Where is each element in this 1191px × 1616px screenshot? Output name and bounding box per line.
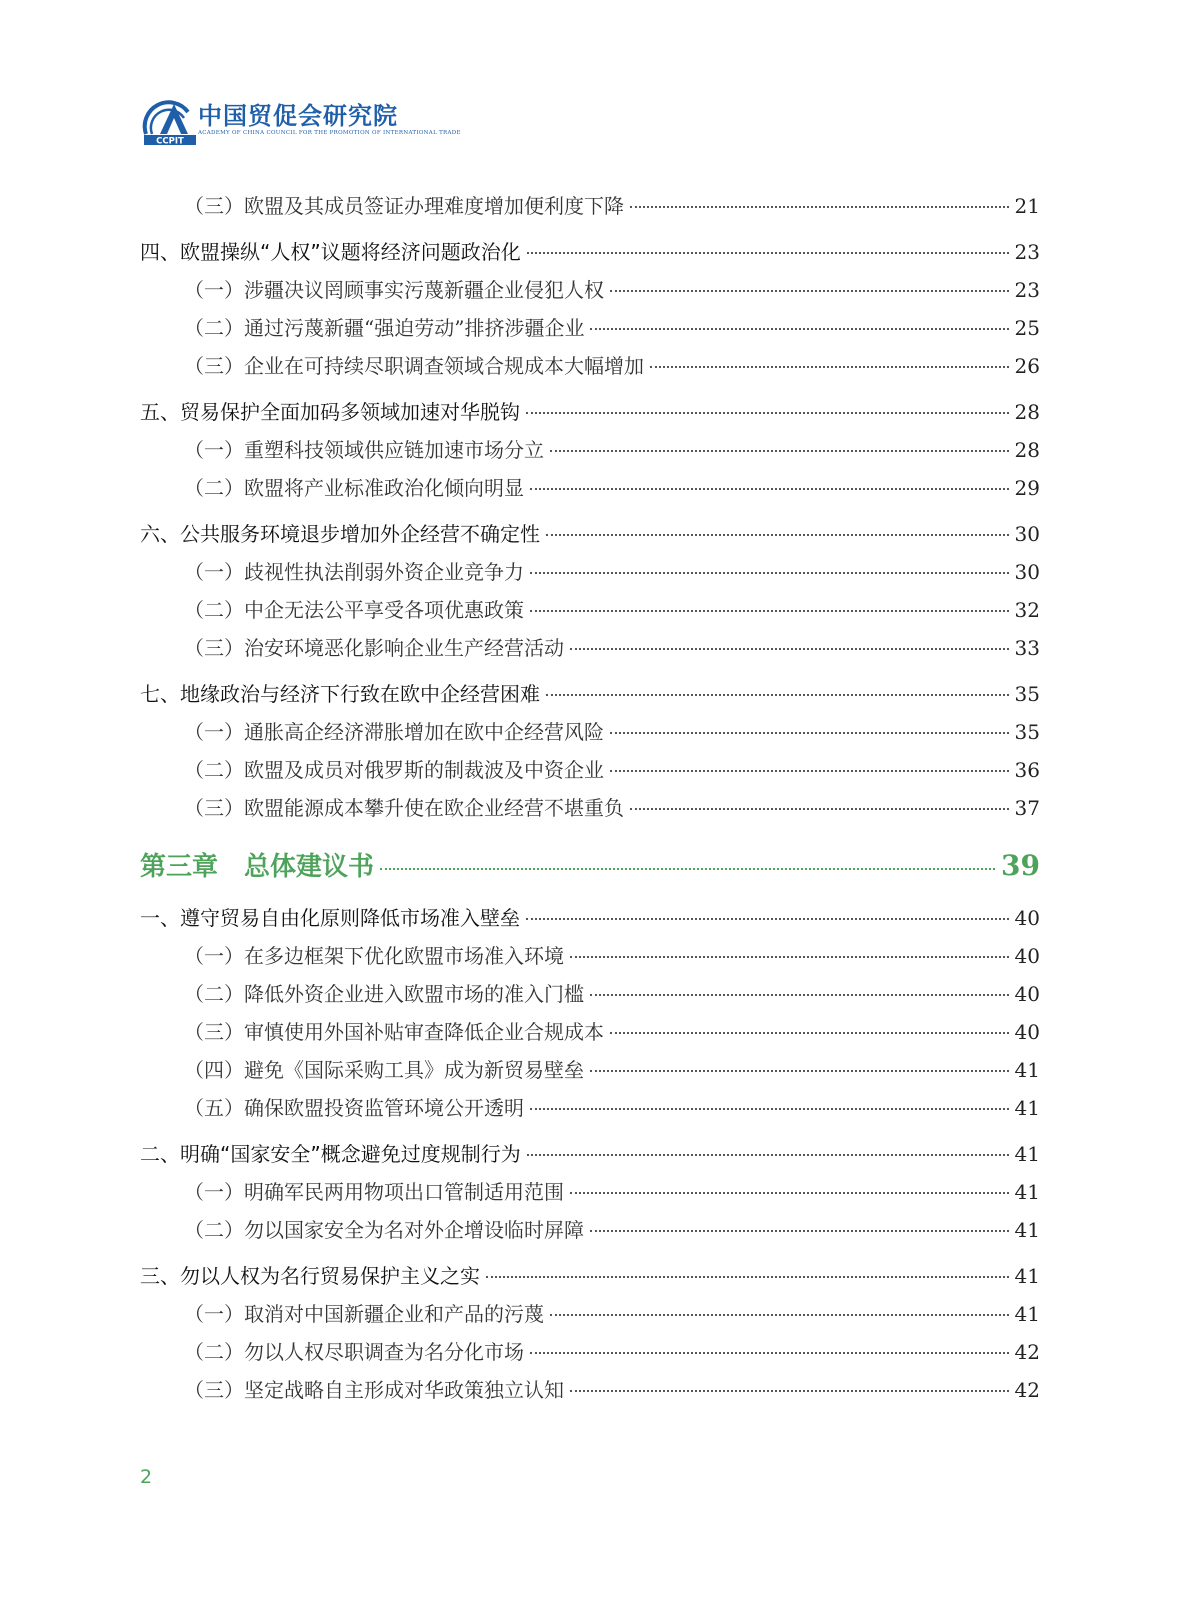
- toc-leader-dots: [486, 1276, 1009, 1278]
- toc-section-entry[interactable]: [140, 396, 1040, 426]
- toc-chapter-entry[interactable]: [140, 846, 1040, 884]
- toc-leader-dots: [530, 610, 1009, 612]
- toc-entry-page: 40: [1014, 906, 1040, 930]
- toc-leader-dots: [527, 252, 1009, 254]
- toc-entry-label: 五、贸易保护全面加码多领域加速对华脱钩: [140, 400, 520, 424]
- toc-entry-label: （二）欧盟将产业标准政治化倾向明显: [184, 476, 524, 500]
- toc-entry-label: （一）在多边框架下优化欧盟市场准入环境: [184, 944, 564, 968]
- toc-subsection-entry[interactable]: [140, 434, 1040, 464]
- toc-entry-label: （三）欧盟及其成员签证办理难度增加便利度下降: [184, 194, 624, 218]
- toc-leader-dots: [570, 1390, 1009, 1392]
- toc-leader-dots: [590, 328, 1008, 330]
- toc-leader-dots: [590, 1070, 1009, 1072]
- toc-leader-dots: [550, 450, 1009, 452]
- toc-subsection-entry[interactable]: [140, 556, 1040, 586]
- logo-title: 中国贸促会研究院: [198, 102, 398, 130]
- toc-subsection-entry[interactable]: [140, 1092, 1040, 1122]
- toc-entry-label: （五）确保欧盟投资监管环境公开透明: [184, 1096, 524, 1120]
- toc-entry-page: 28: [1014, 438, 1040, 462]
- toc-entry-label: （二）勿以国家安全为名对外企增设临时屏障: [184, 1218, 584, 1242]
- toc-entry-page: 35: [1014, 682, 1040, 706]
- toc-entry-label: （三）坚定战略自主形成对华政策独立认知: [184, 1378, 564, 1402]
- toc-entry-page: 23: [1014, 240, 1040, 264]
- toc-entry-page: 40: [1014, 944, 1040, 968]
- toc-subsection-entry[interactable]: [140, 792, 1040, 822]
- toc-entry-label: （一）取消对中国新疆企业和产品的污蔑: [184, 1302, 544, 1326]
- ccpit-logo-icon: [140, 94, 198, 150]
- toc-entry-label: 七、地缘政治与经济下行致在欧中企经营困难: [140, 682, 540, 706]
- toc-entry-page: 32: [1014, 598, 1040, 622]
- toc-subsection-entry[interactable]: [140, 978, 1040, 1008]
- logo-subtitle: ACADEMY OF CHINA COUNCIL FOR THE PROMOTION OF INTERNATIONAL TRADE: [198, 130, 461, 136]
- toc-entry-page: 40: [1014, 1020, 1040, 1044]
- toc-entry-page: 33: [1014, 636, 1040, 660]
- toc-leader-dots: [546, 694, 1009, 696]
- toc-leader-dots: [650, 366, 1009, 368]
- toc-entry-page: 41: [1014, 1218, 1040, 1242]
- toc-leader-dots: [590, 994, 1009, 996]
- toc-entry-page: 41: [1014, 1058, 1040, 1082]
- toc-entry-page: 41: [1014, 1264, 1040, 1288]
- toc-subsection-entry[interactable]: [140, 594, 1040, 624]
- toc-subsection-entry[interactable]: [140, 1016, 1040, 1046]
- toc-entry-label: （二）勿以人权尽职调查为名分化市场: [184, 1340, 524, 1364]
- toc-entry-label: （一）重塑科技领域供应链加速市场分立: [184, 438, 544, 462]
- toc-entry-label: （一）涉疆决议罔顾事实污蔑新疆企业侵犯人权: [184, 278, 604, 302]
- toc-entry-label: （三）审慎使用外国补贴审查降低企业合规成本: [184, 1020, 604, 1044]
- toc-leader-dots: [590, 1230, 1009, 1232]
- toc-leader-dots: [530, 572, 1009, 574]
- toc-subsection-entry[interactable]: [140, 754, 1040, 784]
- toc-entry-page: 30: [1014, 522, 1040, 546]
- toc-entry-page: 41: [1014, 1142, 1040, 1166]
- toc-entry-label: （二）降低外资企业进入欧盟市场的准入门槛: [184, 982, 584, 1006]
- toc-subsection-entry[interactable]: [140, 1176, 1040, 1206]
- toc-subsection-entry[interactable]: [140, 632, 1040, 662]
- toc-entry-label: （一）明确军民两用物项出口管制适用范围: [184, 1180, 564, 1204]
- page-number: 2: [140, 1466, 153, 1488]
- toc-section-entry[interactable]: [140, 1260, 1040, 1290]
- toc-subsection-entry[interactable]: [140, 1374, 1040, 1404]
- toc-leader-dots: [526, 918, 1009, 920]
- toc-leader-dots: [610, 770, 1009, 772]
- toc-entry-label: （三）企业在可持续尽职调查领域合规成本大幅增加: [184, 354, 644, 378]
- toc-entry-label: （三）欧盟能源成本攀升使在欧企业经营不堪重负: [184, 796, 624, 820]
- toc-entry-page: 40: [1014, 982, 1040, 1006]
- toc-subsection-entry[interactable]: [140, 190, 1040, 220]
- toc-leader-dots: [570, 648, 1009, 650]
- toc-entry-page: 30: [1014, 560, 1040, 584]
- toc-leader-dots: [630, 808, 1009, 810]
- toc-leader-dots: [530, 1352, 1009, 1354]
- toc-leader-dots: [546, 534, 1009, 536]
- toc-entry-label: （四）避免《国际采购工具》成为新贸易壁垒: [184, 1058, 584, 1082]
- toc-entry-label: （二）通过污蔑新疆“强迫劳动”排挤涉疆企业: [184, 316, 585, 340]
- toc-entry-page: 41: [1014, 1302, 1040, 1326]
- toc-subsection-entry[interactable]: [140, 350, 1040, 380]
- toc-entry-page: 26: [1014, 354, 1040, 378]
- toc-leader-dots: [610, 732, 1009, 734]
- toc-entry-label: 三、勿以人权为名行贸易保护主义之实: [140, 1264, 480, 1288]
- toc-entry-page: 35: [1014, 720, 1040, 744]
- toc-entry-page: 42: [1014, 1378, 1040, 1402]
- toc-section-entry[interactable]: [140, 678, 1040, 708]
- toc-leader-dots: [527, 1154, 1009, 1156]
- toc-leader-dots: [380, 868, 995, 870]
- toc-entry-label: 一、遵守贸易自由化原则降低市场准入壁垒: [140, 906, 520, 930]
- toc-entry-page: 25: [1014, 316, 1040, 340]
- toc-section-entry[interactable]: [140, 902, 1040, 932]
- toc-entry-label: 二、明确“国家安全”概念避免过度规制行为: [140, 1142, 521, 1166]
- toc-leader-dots: [610, 1032, 1009, 1034]
- toc-leader-dots: [630, 206, 1009, 208]
- toc-subsection-entry[interactable]: [140, 472, 1040, 502]
- toc-leader-dots: [526, 412, 1009, 414]
- toc-leader-dots: [570, 1192, 1009, 1194]
- header-logo: [140, 94, 560, 150]
- toc-leader-dots: [570, 956, 1009, 958]
- toc-entry-page: 23: [1014, 278, 1040, 302]
- toc-subsection-entry[interactable]: [140, 312, 1040, 342]
- toc-section-entry[interactable]: [140, 1138, 1040, 1168]
- toc-subsection-entry[interactable]: [140, 1336, 1040, 1366]
- toc-subsection-entry[interactable]: [140, 940, 1040, 970]
- toc-entry-page: 41: [1014, 1096, 1040, 1120]
- toc-leader-dots: [610, 290, 1009, 292]
- toc-entry-page: 36: [1014, 758, 1040, 782]
- toc-leader-dots: [530, 1108, 1009, 1110]
- toc-entry-label: （二）欧盟及成员对俄罗斯的制裁波及中资企业: [184, 758, 604, 782]
- toc-entry-label: （一）通胀高企经济滞胀增加在欧中企经营风险: [184, 720, 604, 744]
- toc-section-entry[interactable]: [140, 236, 1040, 266]
- toc-subsection-entry[interactable]: [140, 274, 1040, 304]
- toc-entry-label: 六、公共服务环境退步增加外企经营不确定性: [140, 522, 540, 546]
- toc-subsection-entry[interactable]: [140, 1054, 1040, 1084]
- toc-entry-label: 第三章 总体建议书: [140, 852, 375, 882]
- toc-entry-page: 39: [1001, 849, 1040, 882]
- toc-leader-dots: [530, 488, 1009, 490]
- toc-subsection-entry[interactable]: [140, 1214, 1040, 1244]
- toc-entry-label: （一）歧视性执法削弱外资企业竞争力: [184, 560, 524, 584]
- toc-entry-page: 21: [1014, 194, 1040, 218]
- toc-entry-label: 四、欧盟操纵“人权”议题将经济问题政治化: [140, 240, 521, 264]
- toc-entry-page: 29: [1014, 476, 1040, 500]
- toc-section-entry[interactable]: [140, 518, 1040, 548]
- toc-entry-page: 37: [1014, 796, 1040, 820]
- toc-entry-page: 42: [1014, 1340, 1040, 1364]
- toc-leader-dots: [550, 1314, 1009, 1316]
- toc-entry-page: 41: [1014, 1180, 1040, 1204]
- toc-entry-label: （三）治安环境恶化影响企业生产经营活动: [184, 636, 564, 660]
- toc-entry-label: （二）中企无法公平享受各项优惠政策: [184, 598, 524, 622]
- toc-subsection-entry[interactable]: [140, 716, 1040, 746]
- toc-entry-page: 28: [1014, 400, 1040, 424]
- toc-subsection-entry[interactable]: [140, 1298, 1040, 1328]
- logo-mark-text: CCPIT: [156, 136, 184, 147]
